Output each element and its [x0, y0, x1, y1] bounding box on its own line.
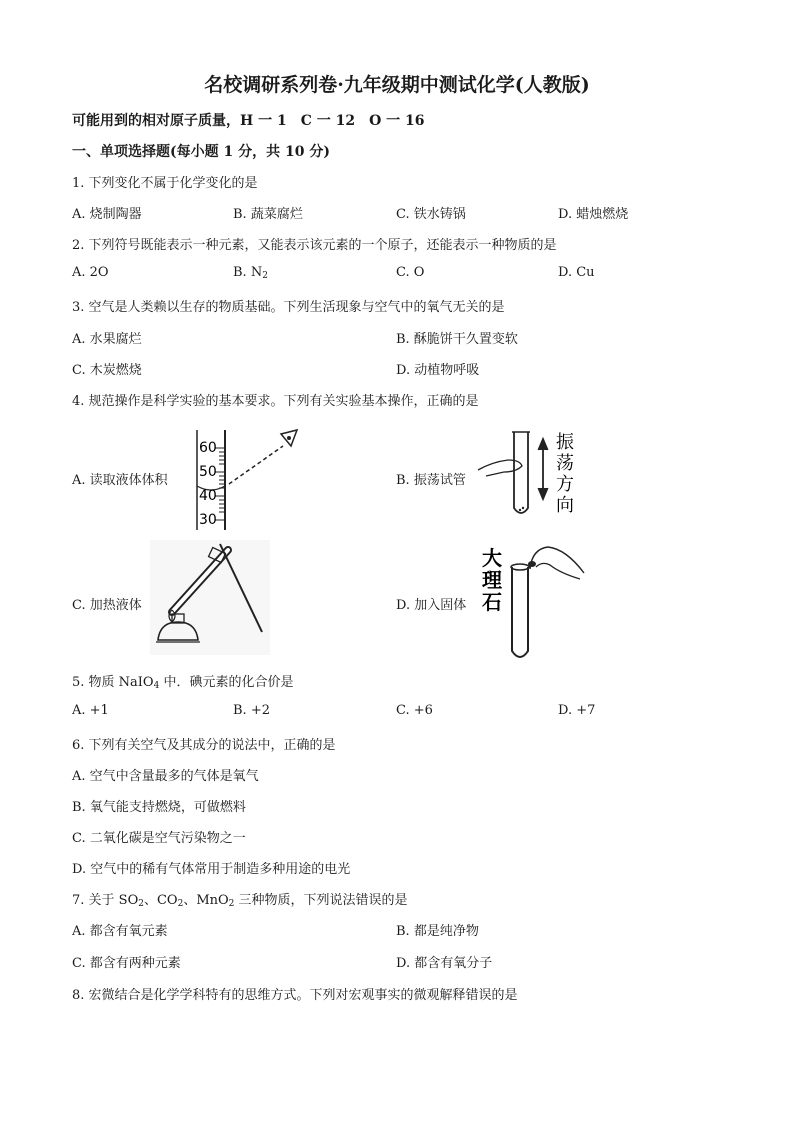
shake-label-4: 向: [556, 495, 574, 516]
hand-icon: [478, 460, 522, 476]
q5-stem-suffix: 中．碘元素的化合价是: [159, 675, 294, 690]
question-2-stem: 2. 下列符号既能表示一种元素，又能表示该元素的一个原子，还能表示一种物质的是: [72, 238, 557, 253]
question-6-stem: 6. 下列有关空气及其成分的说法中，正确的是: [72, 738, 336, 753]
figure-read-cylinder: [185, 428, 315, 533]
q1-option-d[interactable]: D. 蜡烛燃烧: [558, 207, 629, 222]
q7-option-b[interactable]: B. 都是纯净物: [396, 924, 479, 939]
q2-option-c[interactable]: C. O: [396, 265, 425, 280]
q2-option-b[interactable]: [233, 265, 268, 281]
shake-label-3: 方: [556, 474, 574, 495]
q6-option-a[interactable]: A. 空气中含量最多的气体是氧气: [72, 769, 259, 784]
q5-option-c[interactable]: C. +6: [396, 703, 433, 718]
q2-option-a[interactable]: A. 2O: [72, 265, 109, 280]
tick-60: 60: [199, 440, 217, 456]
q4-option-a[interactable]: A. 读取液体体积: [72, 473, 168, 488]
shake-label-2: 荡: [556, 453, 574, 474]
question-4-stem: 4. 规范操作是科学实验的基本要求。下列有关实验基本操作，正确的是: [72, 394, 479, 409]
q5-option-b[interactable]: B. +2: [233, 703, 270, 718]
q6-option-d[interactable]: D. 空气中的稀有气体常用于制造多种用途的电光: [72, 862, 351, 877]
q4-option-c[interactable]: C. 加热液体: [72, 598, 142, 613]
q7-sub-3: 2: [228, 899, 235, 909]
question-5-stem: [72, 671, 293, 691]
tick-30: 30: [199, 512, 217, 528]
q7-sub-1: 2: [138, 899, 144, 909]
q4-option-d[interactable]: D. 加入固体: [396, 598, 467, 613]
atomic-mass-note: 可能用到的相对原子质量，H 一 1 C 一 12 O 一 16: [72, 113, 425, 129]
q3-option-b[interactable]: B. 酥脆饼干久置变软: [396, 332, 518, 347]
figure-shake-tube: [478, 430, 588, 522]
marble-label-1: 大: [482, 546, 502, 570]
q1-option-b[interactable]: B. 蔬菜腐烂: [233, 207, 303, 222]
q7-stem-part2: 、CO: [143, 893, 178, 908]
section-heading: 一、单项选择题(每小题 1 分，共 10 分): [72, 144, 330, 160]
question-7-stem: [72, 889, 408, 909]
q5-option-d[interactable]: D. +7: [558, 703, 596, 718]
q6-option-b[interactable]: B. 氧气能支持燃烧，可做燃料: [72, 800, 246, 815]
q3-option-d[interactable]: D. 动植物呼吸: [396, 363, 480, 378]
question-3-stem: 3. 空气是人类赖以生存的物质基础。下列生活现象与空气中的氧气无关的是: [72, 300, 505, 315]
q7-option-d[interactable]: D. 都含有氧分子: [396, 956, 493, 971]
marble-label-3: 石: [482, 590, 502, 614]
q7-sub-2: 2: [177, 899, 184, 909]
q6-option-c[interactable]: C. 二氧化碳是空气污染物之一: [72, 831, 246, 846]
q3-option-c[interactable]: C. 木炭燃烧: [72, 363, 142, 378]
q7-stem-part1: 7. 关于 SO: [72, 893, 139, 908]
figure-heat-liquid: [150, 540, 270, 655]
q7-option-c[interactable]: C. 都含有两种元素: [72, 956, 181, 971]
q2-option-b-subscript: 2: [262, 271, 268, 281]
q5-stem-prefix: 5. 物质 NaIO: [72, 675, 154, 690]
q5-stem-subscript: 4: [153, 681, 160, 691]
page-title: 名校调研系列卷·九年级期中测试化学(人教版): [204, 74, 590, 96]
q7-stem-part3: 、MnO: [183, 893, 229, 908]
q1-option-a[interactable]: A. 烧制陶器: [72, 207, 142, 222]
marble-label-2: 理: [482, 568, 502, 592]
question-1-stem: 1. 下列变化不属于化学变化的是: [72, 176, 258, 191]
figure-add-solid: [480, 543, 590, 661]
q2-option-b-text: B. N: [233, 265, 263, 280]
q2-option-d[interactable]: D. Cu: [558, 265, 595, 280]
tick-40: 40: [199, 488, 217, 504]
q3-option-a[interactable]: A. 水果腐烂: [72, 332, 142, 347]
tick-50: 50: [199, 464, 217, 480]
question-8-stem: 8. 宏微结合是化学学科特有的思维方式。下列对宏观事实的微观解释错误的是: [72, 988, 518, 1003]
shake-label-1: 振: [556, 432, 574, 453]
q4-option-b[interactable]: B. 振荡试管: [396, 473, 466, 488]
q7-stem-part4: 三种物质，下列说法错误的是: [234, 893, 408, 908]
q1-option-c[interactable]: C. 铁水铸锅: [396, 207, 466, 222]
q5-option-a[interactable]: A. +1: [72, 703, 109, 718]
q7-option-a[interactable]: A. 都含有氧元素: [72, 924, 168, 939]
